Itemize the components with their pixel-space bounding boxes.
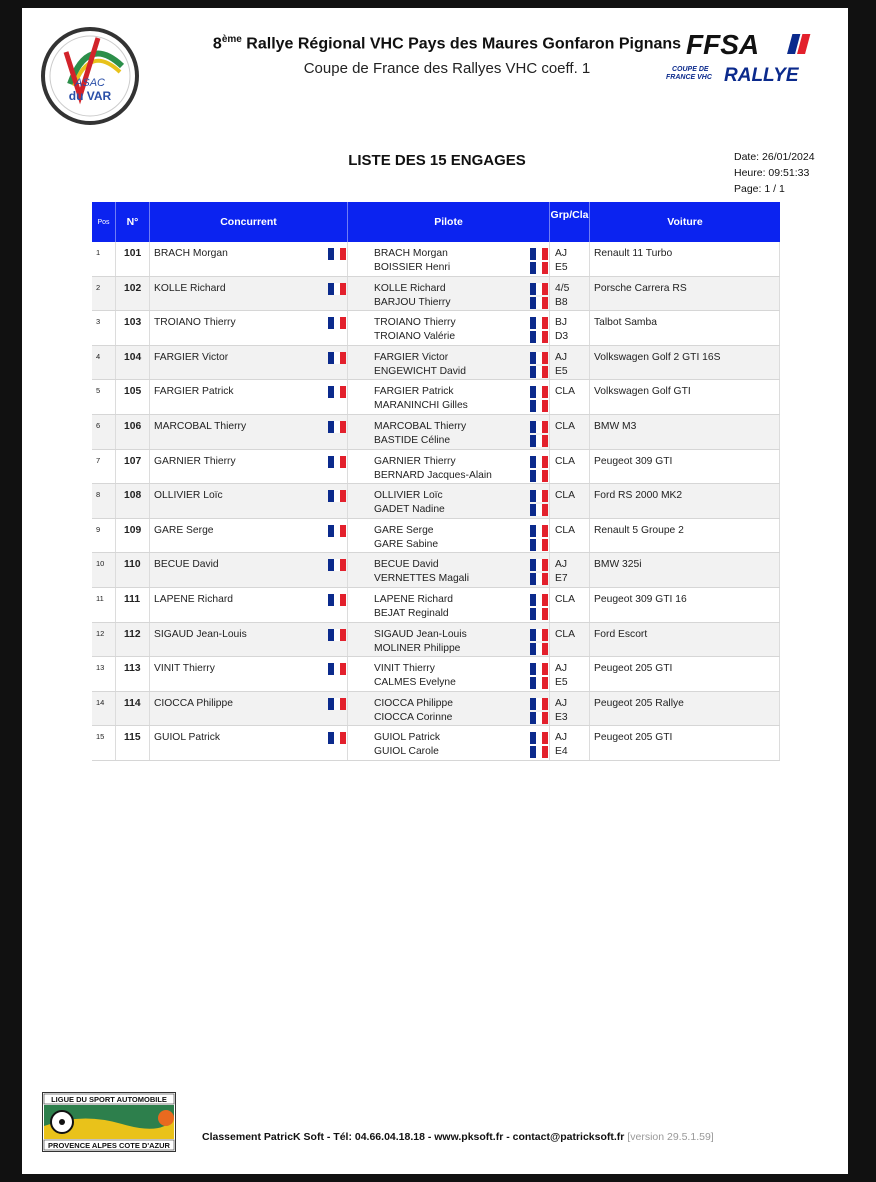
cell-grp (550, 484, 590, 518)
cell-pos: 4 (92, 346, 116, 380)
cell-pilote (348, 242, 550, 276)
header-grp: Grp/Cla (550, 202, 590, 242)
french-flag-icon (530, 573, 548, 585)
cell-grp (550, 657, 590, 691)
group-value: CLA (555, 420, 576, 432)
french-flag-icon (328, 594, 346, 606)
copilote-name: MARANINCHI Gilles (374, 400, 468, 412)
pilote-name: KOLLE Richard (374, 282, 446, 294)
french-flag-icon (328, 663, 346, 675)
copilote-name: GARE Sabine (374, 538, 439, 550)
cell-pos: 12 (92, 623, 116, 657)
copilote-name: BOISSIER Henri (374, 262, 451, 273)
cell-pilote (348, 519, 550, 553)
table-row (92, 553, 780, 588)
header-concurrent: Concurrent (150, 202, 348, 242)
ffsa-brand: FFSA (686, 29, 760, 60)
cell-grp (550, 346, 590, 380)
league-logo (42, 1092, 176, 1152)
concurrent-name: VINIT Thierry (154, 663, 215, 675)
cell-num: 105 (116, 380, 150, 414)
copilote-name: MOLINER Philippe (374, 642, 461, 654)
league-bottom-text: PROVENCE ALPES COTE D'AZUR (48, 1141, 170, 1150)
cell-num: 103 (116, 311, 150, 345)
cell-pilote (348, 277, 550, 311)
french-flag-icon (530, 331, 548, 343)
french-flag-icon (328, 629, 346, 641)
class-value: D3 (555, 331, 569, 343)
pilote-name: GUIOL Patrick (374, 732, 440, 744)
french-flag-icon (530, 366, 548, 378)
header-num: N° (116, 202, 150, 242)
list-title: LISTE DES 15 ENGAGES (348, 152, 526, 169)
french-flag-icon (530, 456, 548, 468)
cell-grp (550, 277, 590, 311)
cell-concurrent (150, 553, 348, 587)
cell-concurrent (150, 588, 348, 622)
cell-num: 101 (116, 242, 150, 276)
cell-pilote (348, 346, 550, 380)
cell-pos: 13 (92, 657, 116, 691)
concurrent-name: MARCOBAL Thierry (154, 420, 247, 432)
french-flag-icon (530, 698, 548, 710)
footer-credits (202, 1131, 714, 1143)
french-flag-icon (530, 677, 548, 689)
cell-voiture: BMW 325i (590, 553, 780, 587)
french-flag-icon (328, 421, 346, 433)
group-value: CLA (555, 490, 576, 502)
french-flag-icon (530, 663, 548, 675)
french-flag-icon (328, 283, 346, 295)
cell-pos: 11 (92, 588, 116, 622)
french-flag-icon (328, 248, 346, 260)
copilote-name: CALMES Evelyne (374, 677, 456, 689)
ffsa-rallye-word: RALLYE (724, 65, 799, 86)
cell-grp (550, 450, 590, 484)
cell-num: 104 (116, 346, 150, 380)
cell-voiture: Volkswagen Golf 2 GTI 16S (590, 346, 780, 380)
concurrent-name: FARGIER Patrick (154, 386, 234, 398)
copilote-name: CIOCCA Corinne (374, 711, 453, 723)
class-value: E5 (555, 365, 568, 377)
group-value: AJ (555, 697, 568, 709)
french-flag-icon (328, 352, 346, 364)
cell-pilote (348, 657, 550, 691)
copilote-name: ENGEWICHT David (374, 365, 466, 377)
french-flag-icon (530, 400, 548, 412)
cell-num: 113 (116, 657, 150, 691)
concurrent-name: LAPENE Richard (154, 593, 233, 605)
cell-pilote (348, 380, 550, 414)
cell-num: 109 (116, 519, 150, 553)
pilote-name: GARNIER Thierry (374, 455, 456, 467)
table-row (92, 277, 780, 312)
table-row (92, 242, 780, 277)
cell-num: 102 (116, 277, 150, 311)
group-value: CLA (555, 593, 576, 605)
cell-voiture: Talbot Samba (590, 311, 780, 345)
cell-concurrent (150, 311, 348, 345)
class-value: E5 (555, 262, 568, 273)
cell-pilote (348, 726, 550, 760)
ffsa-sub2: FRANCE VHC (666, 74, 712, 81)
french-flag-icon (530, 352, 548, 364)
french-flag-icon (328, 559, 346, 571)
group-value: AJ (555, 663, 568, 675)
french-flag-icon (530, 539, 548, 551)
cell-pilote (348, 692, 550, 726)
cell-pos: 5 (92, 380, 116, 414)
table-body (92, 242, 780, 761)
cell-pos: 10 (92, 553, 116, 587)
french-flag-icon (530, 732, 548, 744)
french-flag-icon (530, 386, 548, 398)
cell-voiture: Ford RS 2000 MK2 (590, 484, 780, 518)
asac-logo-line2: du VAR (68, 89, 112, 103)
cell-concurrent (150, 415, 348, 449)
pilote-name: FARGIER Victor (374, 351, 449, 363)
cell-voiture: Renault 11 Turbo (590, 242, 780, 276)
group-value: CLA (555, 524, 576, 536)
cell-num: 111 (116, 588, 150, 622)
cell-voiture: Volkswagen Golf GTI (590, 380, 780, 414)
footer-credits-text: Classement PatricK Soft - Tél: 04.66.04.18.18 - www.pksoft.fr - contact@patricksoft.fr (202, 1131, 628, 1143)
cell-pos: 6 (92, 415, 116, 449)
meta-page: Page: 1 / 1 (734, 183, 785, 195)
concurrent-name: BECUE David (154, 559, 219, 571)
french-flag-icon (530, 712, 548, 724)
table-row (92, 346, 780, 381)
rally-title (202, 34, 692, 53)
cell-grp (550, 415, 590, 449)
table-row (92, 657, 780, 692)
cell-grp (550, 726, 590, 760)
cell-voiture: Ford Escort (590, 623, 780, 657)
cell-concurrent (150, 657, 348, 691)
cell-pilote (348, 415, 550, 449)
concurrent-name: FARGIER Victor (154, 351, 229, 363)
group-value: CLA (555, 455, 576, 467)
cell-concurrent (150, 450, 348, 484)
cell-pos: 15 (92, 726, 116, 760)
french-flag-icon (530, 643, 548, 655)
cell-grp (550, 588, 590, 622)
table-row (92, 450, 780, 485)
table-row (92, 726, 780, 761)
table-row (92, 623, 780, 658)
cell-grp (550, 553, 590, 587)
cell-grp (550, 380, 590, 414)
french-flag-icon (328, 386, 346, 398)
pilote-name: GARE Serge (374, 524, 434, 536)
class-value: E3 (555, 711, 568, 723)
french-flag-icon (530, 317, 548, 329)
group-value: CLA (555, 628, 576, 640)
french-flag-icon (530, 504, 548, 516)
cell-grp (550, 623, 590, 657)
cell-pos: 9 (92, 519, 116, 553)
cell-pos: 2 (92, 277, 116, 311)
document-page (22, 8, 848, 1174)
pilote-name: LAPENE Richard (374, 593, 453, 605)
group-value: AJ (555, 559, 568, 571)
concurrent-name: GARNIER Thierry (154, 455, 236, 467)
french-flag-icon (530, 248, 548, 260)
french-flag-icon (530, 559, 548, 571)
ffsa-rallye-logo (664, 28, 826, 88)
class-value: E4 (555, 746, 568, 758)
asac-logo-line1: ASAC (75, 77, 105, 89)
copilote-name: BERNARD Jacques-Alain (374, 469, 492, 481)
table-row (92, 380, 780, 415)
french-flag-icon (530, 262, 548, 274)
meta-date: Date: 26/01/2024 (734, 151, 815, 163)
cell-num: 107 (116, 450, 150, 484)
table-header (92, 202, 780, 242)
cell-concurrent (150, 380, 348, 414)
pilote-name: BECUE David (374, 559, 439, 571)
league-top-text: LIGUE DU SPORT AUTOMOBILE (51, 1095, 167, 1104)
french-flag-icon (328, 525, 346, 537)
cell-voiture: Renault 5 Groupe 2 (590, 519, 780, 553)
cell-pos: 8 (92, 484, 116, 518)
asac-logo (40, 26, 140, 126)
pilote-name: BRACH Morgan (374, 248, 448, 259)
copilote-name: VERNETTES Magali (374, 573, 469, 585)
cell-voiture: Porsche Carrera RS (590, 277, 780, 311)
copilote-name: BASTIDE Céline (374, 434, 451, 446)
french-flag-icon (530, 629, 548, 641)
group-value: AJ (555, 351, 568, 363)
french-flag-icon (328, 698, 346, 710)
french-flag-icon (530, 594, 548, 606)
copilote-name: BARJOU Thierry (374, 296, 451, 308)
french-flag-icon (328, 732, 346, 744)
pilote-name: MARCOBAL Thierry (374, 420, 467, 432)
concurrent-name: TROIANO Thierry (154, 317, 236, 329)
class-value: E5 (555, 677, 568, 689)
cell-voiture: Peugeot 205 Rallye (590, 692, 780, 726)
french-flag-icon (530, 297, 548, 309)
french-flag-icon (328, 317, 346, 329)
copilote-name: BEJAT Reginald (374, 607, 449, 619)
french-flag-icon (530, 525, 548, 537)
class-value: B8 (555, 296, 568, 308)
french-flag-icon (530, 435, 548, 447)
cell-num: 115 (116, 726, 150, 760)
cell-pos: 3 (92, 311, 116, 345)
ffsa-sub1: COUPE DE (672, 66, 709, 73)
header-voiture: Voiture (667, 216, 703, 228)
cell-grp (550, 242, 590, 276)
french-flag-icon (530, 421, 548, 433)
cell-pilote (348, 450, 550, 484)
table-row (92, 415, 780, 450)
table-row (92, 588, 780, 623)
pilote-name: VINIT Thierry (374, 663, 435, 675)
cell-num: 110 (116, 553, 150, 587)
footer-version: [version 29.5.1.59] (627, 1131, 714, 1143)
cell-concurrent (150, 277, 348, 311)
concurrent-name: SIGAUD Jean-Louis (154, 628, 247, 640)
french-flag-icon (328, 456, 346, 468)
group-value: CLA (555, 386, 576, 398)
french-flag-icon (530, 746, 548, 758)
pilote-name: OLLIVIER Loïc (374, 490, 443, 502)
group-value: AJ (555, 732, 568, 744)
meta-time: Heure: 09:51:33 (734, 167, 810, 179)
cell-concurrent (150, 623, 348, 657)
header-pos: Pos (92, 202, 116, 242)
cell-num: 108 (116, 484, 150, 518)
concurrent-name: GARE Serge (154, 524, 214, 536)
cell-concurrent (150, 519, 348, 553)
header-pilote: Pilote (348, 202, 550, 242)
cell-pilote (348, 553, 550, 587)
cell-concurrent (150, 346, 348, 380)
cell-voiture: Peugeot 205 GTI (590, 726, 780, 760)
cell-concurrent (150, 242, 348, 276)
cell-voiture: Peugeot 205 GTI (590, 657, 780, 691)
pilote-name: SIGAUD Jean-Louis (374, 628, 467, 640)
cell-concurrent (150, 484, 348, 518)
concurrent-name: BRACH Morgan (154, 248, 228, 259)
table-row (92, 692, 780, 727)
french-flag-icon (530, 470, 548, 482)
copilote-name: GADET Nadine (374, 504, 445, 516)
pilote-name: FARGIER Patrick (374, 386, 454, 398)
concurrent-name: CIOCCA Philippe (154, 697, 233, 709)
french-flag-icon (530, 283, 548, 295)
cell-num: 114 (116, 692, 150, 726)
cell-voiture: Peugeot 309 GTI (590, 450, 780, 484)
copilote-name: TROIANO Valérie (374, 331, 456, 343)
group-value: BJ (555, 317, 568, 329)
concurrent-name: GUIOL Patrick (154, 732, 220, 744)
class-value: E7 (555, 573, 568, 585)
title-rest: Rallye Régional VHC Pays des Maures Gonfaron Pignans (241, 35, 682, 53)
cell-pilote (348, 588, 550, 622)
group-value: AJ (555, 248, 568, 259)
pilote-name: TROIANO Thierry (374, 317, 456, 329)
cell-pilote (348, 484, 550, 518)
cell-voiture: BMW M3 (590, 415, 780, 449)
cell-pos: 1 (92, 242, 116, 276)
entries-table (92, 202, 780, 761)
cell-pilote (348, 311, 550, 345)
cell-grp (550, 311, 590, 345)
cell-concurrent (150, 692, 348, 726)
cell-concurrent (150, 726, 348, 760)
french-flag-icon (328, 490, 346, 502)
table-row (92, 311, 780, 346)
cell-pos: 7 (92, 450, 116, 484)
table-row (92, 484, 780, 519)
pilote-name: CIOCCA Philippe (374, 697, 453, 709)
rally-subtitle: Coupe de France des Rallyes VHC coeff. 1 (303, 60, 591, 77)
concurrent-name: OLLIVIER Loïc (154, 490, 223, 502)
cell-num: 112 (116, 623, 150, 657)
cell-num: 106 (116, 415, 150, 449)
french-flag-icon (530, 490, 548, 502)
cell-pilote (348, 623, 550, 657)
copilote-name: GUIOL Carole (374, 746, 439, 758)
table-row (92, 519, 780, 554)
cell-grp (550, 519, 590, 553)
cell-grp (550, 692, 590, 726)
cell-pos: 14 (92, 692, 116, 726)
french-flag-icon (530, 608, 548, 620)
group-value: 4/5 (555, 282, 570, 294)
cell-voiture: Peugeot 309 GTI 16 (590, 588, 780, 622)
title-superscript: ème (221, 34, 242, 45)
concurrent-name: KOLLE Richard (154, 282, 226, 294)
title-ordinal: 8 (212, 35, 222, 53)
